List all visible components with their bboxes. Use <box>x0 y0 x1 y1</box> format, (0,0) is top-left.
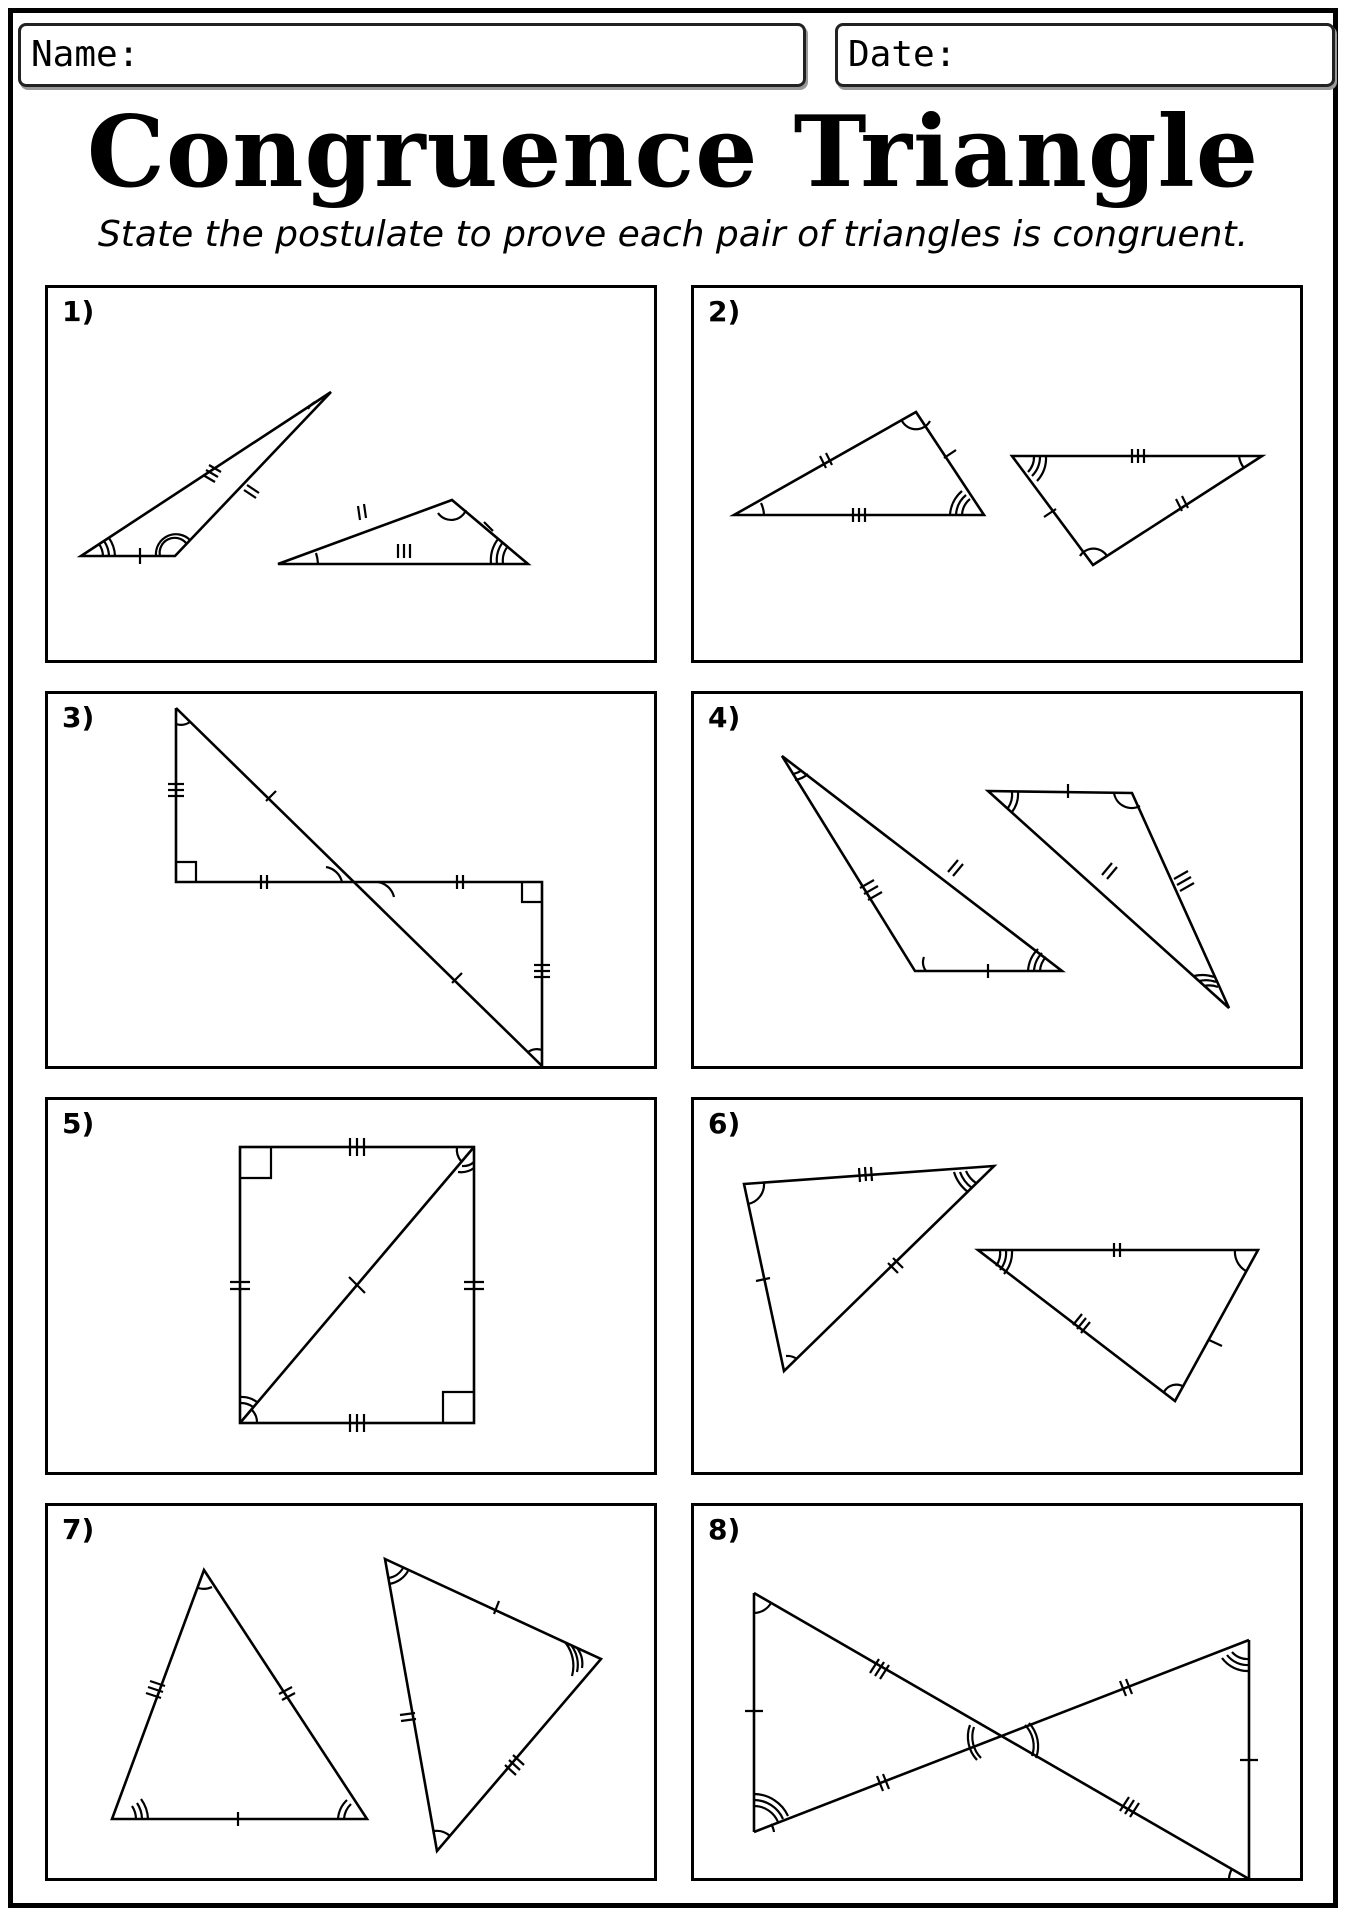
problem-number: 4) <box>708 701 741 734</box>
problem-1 <box>45 285 657 663</box>
problem-4 <box>691 691 1303 1069</box>
problem-number: 5) <box>62 1107 95 1140</box>
problem-number: 3) <box>62 701 95 734</box>
problem-5-figure <box>48 1100 660 1478</box>
problem-1-figure <box>48 288 660 666</box>
name-field[interactable] <box>18 23 806 87</box>
problem-3-figure <box>48 694 660 1072</box>
problem-6 <box>691 1097 1303 1475</box>
problem-8 <box>691 1503 1303 1881</box>
problem-8-figure <box>694 1506 1306 1884</box>
problem-7-figure <box>48 1506 660 1884</box>
problem-number: 8) <box>708 1513 741 1546</box>
instructions: State the postulate to prove each pair of triangles is congruent. <box>97 214 1249 255</box>
name-label: Name: <box>31 34 140 75</box>
problem-3 <box>45 691 657 1069</box>
problem-2-figure <box>694 288 1306 666</box>
page-title: Congruence Triangle <box>86 95 1260 210</box>
problem-2 <box>691 285 1303 663</box>
problem-5 <box>45 1097 657 1475</box>
problem-number: 7) <box>62 1513 95 1546</box>
date-label: Date: <box>848 34 957 75</box>
problem-number: 6) <box>708 1107 741 1140</box>
problem-7 <box>45 1503 657 1881</box>
date-field[interactable] <box>835 23 1335 87</box>
problem-number: 2) <box>708 295 741 328</box>
problem-4-figure <box>694 694 1306 1072</box>
problem-6-figure <box>694 1100 1306 1478</box>
worksheet-page <box>8 8 1338 1908</box>
problem-number: 1) <box>62 295 95 328</box>
